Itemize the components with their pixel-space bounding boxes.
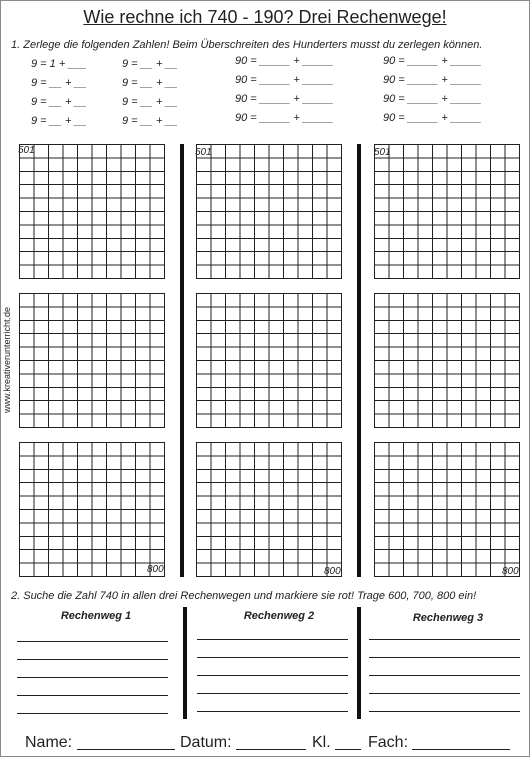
- grid-start-label-3: 501: [374, 147, 391, 158]
- hundred-grid-col3-row2: [374, 293, 520, 428]
- decompose-ninety-1: 90 = _____ + _____: [235, 55, 334, 67]
- hundred-grid-col2-row2: [196, 293, 342, 428]
- rechenweg-separator-1: [183, 607, 187, 719]
- decompose-nine-3: 9 = __ + __: [31, 96, 87, 108]
- footer-class: [312, 734, 361, 752]
- footer-name: [25, 734, 175, 752]
- class-label: Kl.: [312, 734, 331, 751]
- hundred-grid-col1-row3: [19, 442, 165, 577]
- grid-start-label-1: 501: [18, 145, 35, 156]
- rechenweg-1-line-5: [17, 713, 168, 714]
- decompose-ninety-4: 90 = _____ + _____: [235, 112, 334, 124]
- grid-end-label-2: 800: [324, 566, 341, 577]
- class-field[interactable]: [335, 735, 361, 750]
- decompose-nine-4: 9 = __ + __: [31, 115, 87, 127]
- grid-end-label-1: 800: [147, 564, 164, 575]
- decompose-ninety-3: 90 = _____ + _____: [235, 93, 334, 105]
- hundred-grid-col3-row3: [374, 442, 520, 577]
- task-1-instruction: 1. Zerlege die folgenden Zahlen! Beim Überschreiten des Hunderters musst du zerlegen können.: [11, 39, 483, 51]
- decompose-nine-7: 9 = __ + __: [122, 96, 178, 108]
- rechenweg-3-line-5: [369, 711, 520, 712]
- hundred-grid-col1-row2: [19, 293, 165, 428]
- hundred-grid-col2-row1: [196, 144, 342, 279]
- decompose-ninety-5: 90 = _____ + _____: [383, 55, 482, 67]
- date-field[interactable]: [236, 735, 306, 750]
- worksheet-title: Wie rechne ich 740 - 190? Drei Rechenwege!: [83, 7, 447, 27]
- hundred-grid-col3-row1: [374, 144, 520, 279]
- rechenweg-3-line-1: [369, 639, 520, 640]
- footer-subject: [368, 734, 510, 752]
- date-label: Datum:: [180, 734, 232, 751]
- rechenweg-separator-2: [357, 607, 361, 719]
- rechenweg-1-line-4: [17, 695, 168, 696]
- side-url-text: www.kreativerunterricht.de: [2, 306, 12, 414]
- rechenweg-3-line-2: [369, 657, 520, 658]
- hundred-grid-col2-row3: [196, 442, 342, 577]
- rechenweg-3-line-4: [369, 693, 520, 694]
- decompose-ninety-8: 90 = _____ + _____: [383, 112, 482, 124]
- rechenweg-2-heading: Rechenweg 2: [243, 610, 315, 622]
- rechenweg-2-line-3: [197, 675, 348, 676]
- rechenweg-1-line-2: [17, 659, 168, 660]
- column-separator-2: [357, 144, 361, 577]
- decompose-ninety-2: 90 = _____ + _____: [235, 74, 334, 86]
- subject-label: Fach:: [368, 734, 409, 751]
- footer-date: [180, 734, 306, 752]
- column-separator-1: [180, 144, 184, 577]
- subject-field[interactable]: [412, 735, 510, 750]
- rechenweg-2-line-2: [197, 657, 348, 658]
- rechenweg-1-heading: Rechenweg 1: [60, 610, 132, 622]
- name-label: Name:: [25, 734, 73, 751]
- rechenweg-3-line-3: [369, 675, 520, 676]
- rechenweg-2-line-4: [197, 693, 348, 694]
- grid-end-label-3: 800: [502, 566, 519, 577]
- grid-start-label-2: 501: [195, 147, 212, 158]
- decompose-nine-5: 9 = __ + __: [122, 58, 178, 70]
- decompose-nine-6: 9 = __ + __: [122, 77, 178, 89]
- decompose-ninety-7: 90 = _____ + _____: [383, 93, 482, 105]
- rechenweg-1-line-3: [17, 677, 168, 678]
- decompose-nine-8: 9 = __ + __: [122, 115, 178, 127]
- decompose-ninety-6: 90 = _____ + _____: [383, 74, 482, 86]
- task-2-instruction: 2. Suche die Zahl 740 in allen drei Rechenwegen und markiere sie rot! Trage 600, 700, 800 ein!: [11, 590, 477, 602]
- rechenweg-2-line-1: [197, 639, 348, 640]
- rechenweg-3-heading: Rechenweg 3: [412, 612, 484, 624]
- rechenweg-2-line-5: [197, 711, 348, 712]
- decompose-nine-1: 9 = 1 + ___: [31, 58, 87, 70]
- rechenweg-1-line-1: [17, 641, 168, 642]
- hundred-grid-col1-row1: [19, 144, 165, 279]
- name-field[interactable]: [77, 735, 175, 750]
- decompose-nine-2: 9 = __ + __: [31, 77, 87, 89]
